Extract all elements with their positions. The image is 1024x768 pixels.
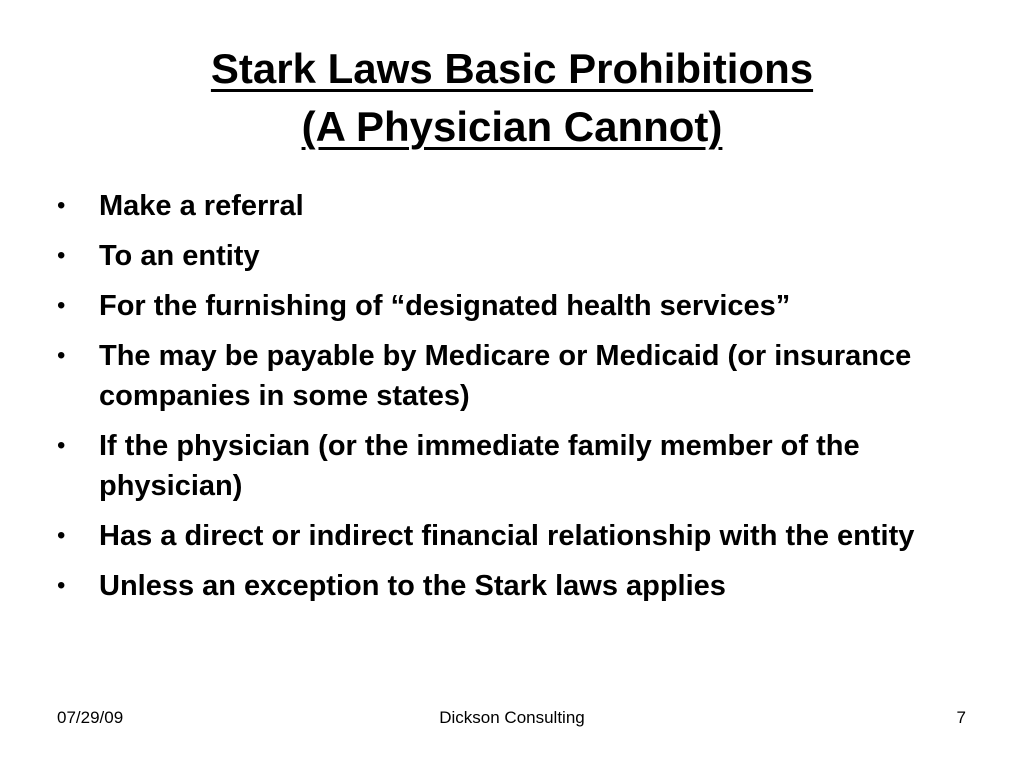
bullet-dot-icon: • (57, 572, 66, 599)
bullet-dot-icon: • (57, 342, 66, 369)
bullet-text: For the furnishing of “designated health services” (99, 290, 791, 322)
bullet-text: To an entity (99, 240, 260, 272)
bullet-item (57, 236, 977, 276)
bullet-dot-icon: • (57, 242, 66, 269)
bullet-dot-icon: • (57, 522, 66, 549)
bullet-item (57, 186, 977, 226)
bullet-item (57, 336, 977, 416)
footer-organization: Dickson Consulting (439, 708, 585, 727)
bullet-item (57, 516, 977, 556)
slide-title (0, 40, 1024, 156)
bullet-dot-icon: • (57, 192, 66, 219)
bullet-item (57, 426, 977, 506)
bullet-dot-icon: • (57, 292, 66, 319)
bullet-text: Make a referral (99, 190, 304, 222)
bullet-text: The may be payable by Medicare or Medicaid (or insurance companies in some states) (99, 340, 912, 412)
bullet-text: Has a direct or indirect financial relationship with the entity (99, 520, 915, 552)
bullet-list (57, 186, 977, 616)
bullet-dot-icon: • (57, 432, 66, 459)
bullet-item (57, 566, 977, 606)
slide-title-line-1: Stark Laws Basic Prohibitions (210, 45, 814, 92)
slide-title-line-2: (A Physician Cannot) (301, 103, 723, 150)
footer-date: 07/29/09 (57, 708, 124, 727)
bullet-item (57, 286, 977, 326)
footer-page-number: 7 (956, 708, 966, 727)
bullet-text: Unless an exception to the Stark laws applies (99, 570, 726, 602)
bullet-text: If the physician (or the immediate family member of the physician) (99, 430, 860, 502)
